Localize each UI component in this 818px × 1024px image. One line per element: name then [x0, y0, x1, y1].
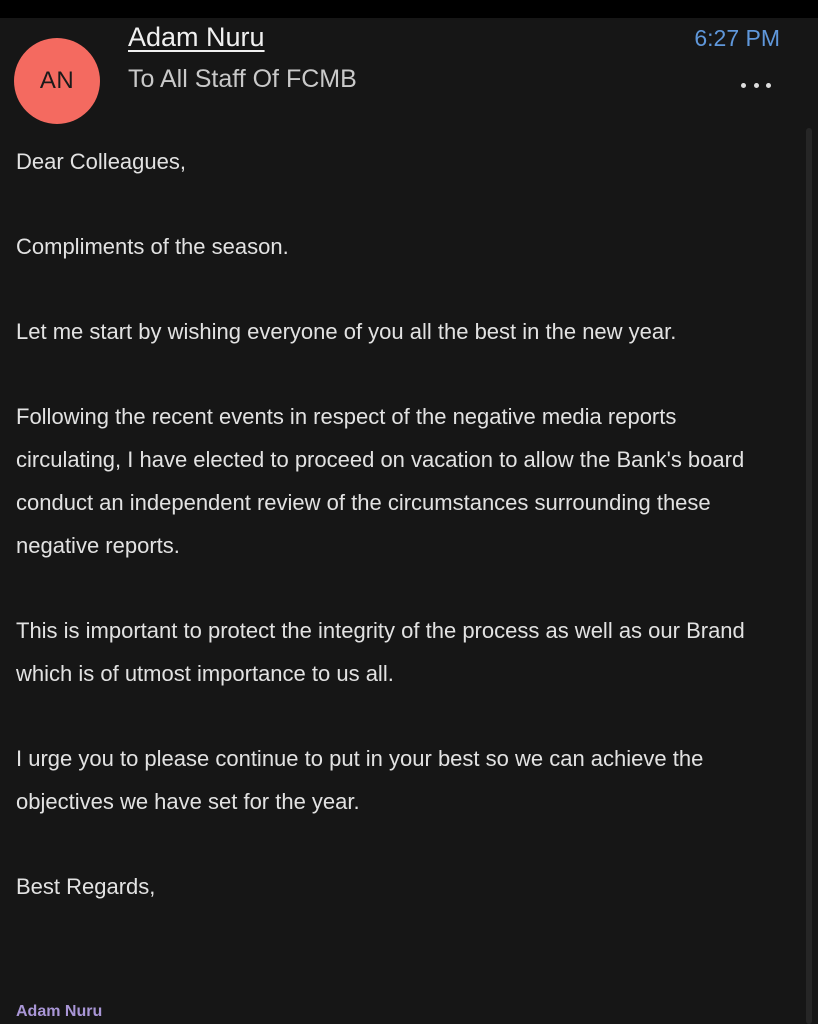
avatar-initials: AN — [39, 67, 75, 94]
email-body — [16, 140, 786, 950]
sender-avatar[interactable] — [14, 38, 100, 124]
body-paragraph: This is important to protect the integrity of the process as well as our Brand which is of utmost importance to us all. — [16, 618, 745, 686]
closing: Best Regards, — [16, 874, 156, 899]
body-paragraph: Compliments of the season. — [16, 234, 289, 259]
dot — [741, 83, 746, 88]
timestamp: 6:27 PM — [694, 25, 780, 51]
body-paragraph: Following the recent events in respect of the negative media reports circulating, I have elected to proceed on vacation to allow the Bank's board conduct an independent review of the circumstances surrounding these negative reports. — [16, 404, 745, 558]
body-paragraph: Let me start by wishing everyone of you all the best in the new year. — [16, 319, 677, 344]
status-bar — [0, 0, 818, 18]
body-paragraph: I urge you to please continue to put in your best so we can achieve the objectives we have set for the year. — [16, 746, 704, 814]
scrollbar[interactable] — [806, 128, 812, 1024]
dot — [766, 83, 771, 88]
sender-name[interactable]: Adam Nuru — [128, 22, 265, 52]
more-horizontal-icon[interactable] — [741, 80, 771, 90]
email-view — [0, 18, 818, 1024]
greeting: Dear Colleagues, — [16, 149, 186, 174]
dot — [754, 83, 759, 88]
recipient-line: To All Staff Of FCMB — [128, 65, 357, 93]
signature[interactable]: Adam Nuru — [16, 1003, 103, 1020]
